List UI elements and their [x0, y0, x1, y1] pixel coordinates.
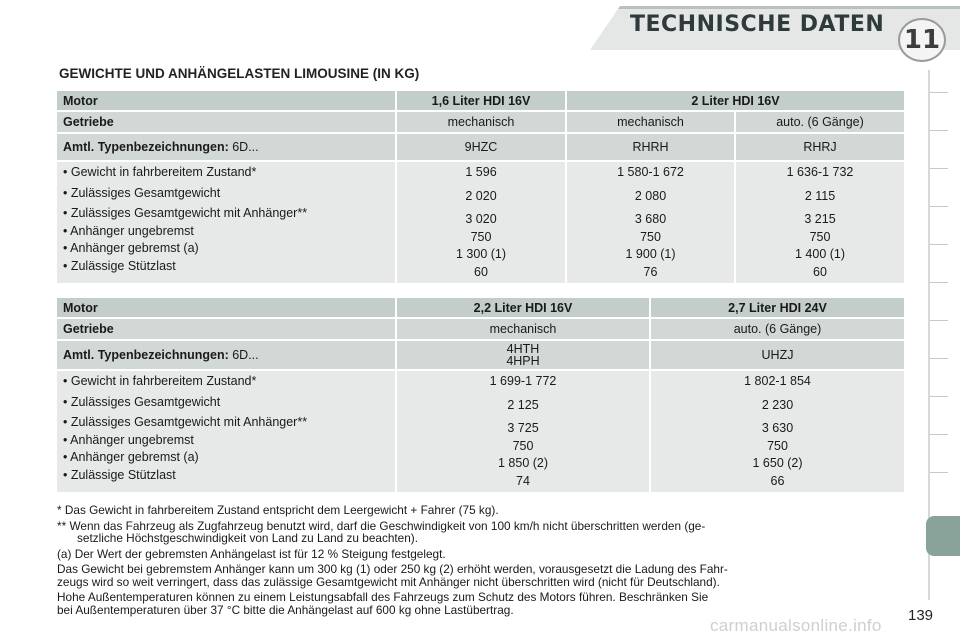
- weights-column: [395, 162, 565, 283]
- cell-value: 66: [770, 473, 785, 488]
- cell-value: 750: [640, 229, 661, 244]
- row-label: • Zulässige Stützlast: [63, 467, 176, 482]
- typ-code: 4HPH: [506, 354, 540, 368]
- engine-header: 2,7 Liter HDI 24V: [649, 298, 904, 317]
- footnote: * Das Gewicht in fahrbereitem Zustand entspricht dem Leergewicht + Fahrer (75 kg).: [57, 503, 499, 517]
- motor-label: Motor: [57, 298, 395, 317]
- motor-label: Motor: [57, 91, 395, 110]
- chapter-number-badge: 11: [898, 18, 946, 62]
- cell-value: 3 020: [465, 212, 497, 226]
- weights-column: [565, 162, 734, 283]
- weights-column: [395, 371, 649, 492]
- weights-table-1: [57, 89, 904, 285]
- chapter-tab-tick: [930, 92, 948, 93]
- weights-column: [734, 162, 904, 283]
- cell-value: 76: [643, 264, 658, 279]
- footnote: (a) Der Wert der gebremsten Anhängelast ist für 12 % Steigung festgelegt.: [57, 546, 446, 561]
- cell-value: 1 596: [465, 165, 497, 179]
- cell-value: 1 850 (2): [497, 456, 549, 470]
- chapter-tab-tick: [930, 206, 948, 207]
- chapter-tab-tick: [930, 320, 948, 321]
- typ-label: [57, 341, 395, 369]
- table-header-row: [57, 298, 904, 317]
- cell-value: 2 080: [634, 188, 667, 203]
- weights-labels: [57, 371, 395, 492]
- cell-value: 750: [470, 229, 492, 244]
- engine-header: 1,6 Liter HDI 16V: [395, 91, 565, 110]
- section-title: GEWICHTE UND ANHÄNGELASTEN LIMOUSINE (IN KG): [59, 66, 420, 81]
- weights-block: [57, 162, 904, 283]
- weights-column: [649, 371, 904, 492]
- typ-label: [57, 134, 395, 160]
- typ-code: 4HTH: [506, 342, 540, 356]
- page-number: 139: [908, 607, 934, 624]
- cell-value: 3 680: [634, 212, 667, 226]
- footnote: ** Wenn das Fahrzeug als Zugfahrzeug benutzt wird, darf die Geschwindigkeit von 100 km/h nicht überschritten werden (ge-: [57, 518, 706, 533]
- cell-value: 1 580-1 672: [617, 165, 684, 179]
- row-label: • Gewicht in fahrbereitem Zustand*: [63, 165, 257, 179]
- cell-value: 1 636-1 732: [786, 165, 854, 179]
- cell-value: 750: [809, 229, 831, 244]
- weights-labels: [57, 162, 395, 283]
- footnote-continuation: setzliche Höchstgeschwindigkeit von Land zu Land zu beachten).: [77, 531, 419, 545]
- footnote-continuation: bei Außentemperaturen über 37 °C bitte die Anhängelast auf 600 kg ohne Lastübertrag.: [57, 602, 514, 617]
- table-header-row: [57, 91, 904, 110]
- cell-value: 60: [474, 264, 488, 279]
- cell-value: 3 215: [804, 212, 836, 226]
- typ-suffix: 6D...: [232, 140, 259, 154]
- cell-value: 1 699-1 772: [489, 374, 557, 388]
- typ-value: 9HZC: [395, 134, 565, 160]
- cell-value: 74: [516, 473, 530, 488]
- row-label: • Anhänger gebremst (a): [63, 241, 199, 255]
- getriebe-row: [57, 319, 904, 339]
- cell-value: 3 630: [761, 421, 794, 435]
- chapter-tab-tick: [930, 168, 948, 169]
- watermark: carmanualsonline.info: [710, 616, 882, 635]
- getriebe-value: auto. (6 Gänge): [649, 319, 904, 339]
- cell-value: 1 650 (2): [752, 456, 803, 470]
- cell-value: 3 725: [507, 421, 539, 435]
- typ-value: RHRJ: [734, 134, 904, 160]
- chapter-tab-tick: [930, 358, 948, 359]
- cell-value: 2 115: [804, 188, 836, 203]
- row-label: • Anhänger ungebremst: [63, 432, 194, 447]
- typ-row: [57, 341, 904, 369]
- cell-value: 1 900 (1): [625, 247, 676, 261]
- chapter-tab-tick: [930, 130, 948, 131]
- cell-value: 1 802-1 854: [744, 374, 811, 388]
- cell-value: 750: [767, 438, 788, 453]
- weights-table-2: [57, 296, 904, 494]
- typ-row: [57, 134, 904, 160]
- chapter-tab-tick: [930, 282, 948, 283]
- cell-value: 1 300 (1): [455, 247, 507, 261]
- footnote: Hohe Außentemperaturen können zu einem Leistungsabfall des Fahrzeugs zum Schutz des Motors führen. Beschränken Sie: [57, 590, 709, 604]
- chapter-tab-tick: [930, 244, 948, 245]
- row-label: • Zulässiges Gesamtgewicht mit Anhänger**: [63, 206, 308, 220]
- footnotes: [57, 504, 907, 616]
- active-chapter-tab[interactable]: [926, 516, 960, 556]
- getriebe-row: [57, 112, 904, 132]
- row-label: • Zulässiges Gesamtgewicht: [63, 185, 221, 200]
- getriebe-label: Getriebe: [57, 112, 395, 132]
- cell-value: 1 400 (1): [794, 247, 846, 261]
- getriebe-value: mechanisch: [395, 319, 649, 339]
- cell-value: 2 230: [761, 397, 794, 412]
- typ-value: UHZJ: [649, 341, 904, 369]
- cell-value: 750: [512, 438, 534, 453]
- row-label: • Zulässiges Gesamtgewicht mit Anhänger**: [63, 415, 308, 429]
- chapter-tab-tick: [930, 472, 948, 473]
- footnote: Das Gewicht bei gebremstem Anhänger kann um 300 kg (1) oder 250 kg (2) erhöht werden, vorausgesetzt die Ladung des Fahr-: [57, 562, 728, 576]
- typ-label-text: Amtl. Typenbezeichnungen:: [63, 348, 229, 362]
- getriebe-value: mechanisch: [395, 112, 565, 132]
- getriebe-value: auto. (6 Gänge): [734, 112, 904, 132]
- chapter-tab-tick: [930, 434, 948, 435]
- cell-value: 60: [813, 264, 827, 279]
- chapter-title: TECHNISCHE DATEN: [630, 12, 885, 37]
- getriebe-label: Getriebe: [57, 319, 395, 339]
- getriebe-value: mechanisch: [565, 112, 734, 132]
- typ-suffix: 6D...: [232, 348, 259, 362]
- row-label: • Gewicht in fahrbereitem Zustand*: [63, 374, 257, 388]
- row-label: • Zulässige Stützlast: [63, 258, 176, 273]
- row-label: • Anhänger ungebremst: [63, 223, 194, 238]
- typ-value: [395, 341, 649, 369]
- typ-label-text: Amtl. Typenbezeichnungen:: [63, 140, 229, 154]
- cell-value: 2 020: [465, 188, 497, 203]
- typ-value: RHRH: [565, 134, 734, 160]
- row-label: • Anhänger gebremst (a): [63, 450, 199, 464]
- footnote-continuation: zeugs wird so weit verringert, dass das zulässige Gesamtgewicht mit Anhänger nicht überschritten wird (nicht für Deutschland).: [57, 574, 720, 589]
- row-label: • Zulässiges Gesamtgewicht: [63, 394, 221, 409]
- chapter-tab-tick: [930, 396, 948, 397]
- weights-block: [57, 371, 904, 492]
- engine-header: 2,2 Liter HDI 16V: [395, 298, 649, 317]
- engine-header: 2 Liter HDI 16V: [565, 91, 904, 110]
- cell-value: 2 125: [507, 397, 539, 412]
